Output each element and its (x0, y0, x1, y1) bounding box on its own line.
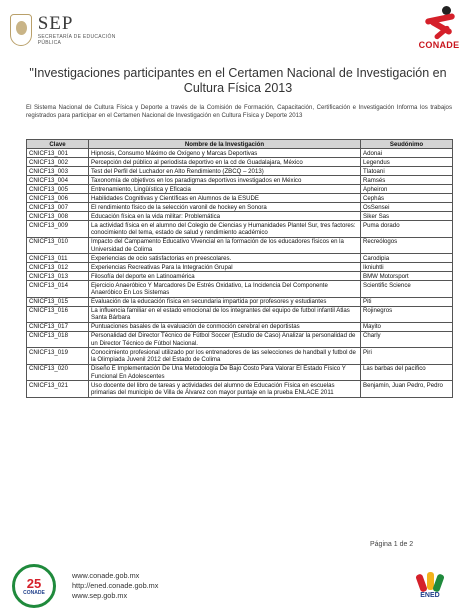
cell-nombre: La actividad física en el alumno del Colegio de Ciencias y Humanidades Plantel Sur, tres factores: conocimiento del tema, estado de salud y rendimiento académico (89, 221, 361, 237)
table-body (27, 149, 453, 397)
cell-seudonimo: BMW Motorsport (361, 272, 453, 281)
conade-athlete-icon (419, 6, 459, 40)
table-row (27, 194, 453, 203)
table-row (27, 323, 453, 332)
cell-seudonimo: Siker Sas (361, 212, 453, 221)
cell-seudonimo: Piri (361, 348, 453, 364)
cell-seudonimo: Cephás (361, 194, 453, 203)
cell-clave: CNICF13_014 (27, 281, 89, 297)
ened-logo (404, 572, 456, 606)
cell-clave: CNICF13_006 (27, 194, 89, 203)
cell-clave: CNICF13_005 (27, 185, 89, 194)
page-footer (0, 558, 474, 613)
cell-seudonimo: Charly (361, 332, 453, 348)
cell-seudonimo: Ramsés (361, 176, 453, 185)
cell-nombre: Educación física en la vida militar: Problemática (89, 212, 361, 221)
table-row (27, 237, 453, 253)
table-row (27, 281, 453, 297)
badge-number: 25 (26, 575, 42, 591)
link-ened[interactable]: http://ened.conade.gob.mx (72, 581, 159, 590)
research-table (26, 139, 453, 398)
table-row (27, 306, 453, 322)
sep-name: SEP (37, 13, 74, 34)
sep-logo (10, 8, 130, 52)
cell-nombre: Evaluación de la educación física en secundaria impartida por profesores y estudiantes (89, 297, 361, 306)
conade-25-logo (12, 564, 56, 608)
header-clave: Clave (27, 140, 89, 149)
cell-nombre: Habilidades Cognitivas y Científicas en Alumnos de la ESUDE (89, 194, 361, 203)
header-nombre: Nombre de la Investigación (89, 140, 361, 149)
cell-seudonimo: Rojinegros (361, 306, 453, 322)
table-row (27, 254, 453, 263)
header-seudonimo: Seudónimo (361, 140, 453, 149)
cell-nombre: Diseño E Implementación De Una Metodología De Bajo Costo Para Valorar El Estado Físico Y Funcional En Adolescentes (89, 364, 361, 380)
badge-word: CONADE (23, 589, 45, 596)
table-row (27, 263, 453, 272)
cell-clave: CNICF13_021 (27, 381, 89, 397)
cell-nombre: Experiencias Recreativas Para la Integración Grupal (89, 263, 361, 272)
table-row (27, 167, 453, 176)
cell-clave: CNICF13_004 (27, 176, 89, 185)
footer-links (72, 571, 158, 601)
page-number: Página 1 de 2 (370, 541, 414, 548)
cell-clave: CNICF13_016 (27, 306, 89, 322)
table-row (27, 272, 453, 281)
cell-clave: CNICF13_007 (27, 203, 89, 212)
table-header-row (27, 140, 453, 149)
cell-clave: CNICF13_010 (27, 237, 89, 253)
cell-seudonimo: Scientific Science (361, 281, 453, 297)
cell-seudonimo: OsSensei (361, 203, 453, 212)
cell-nombre: Filosofía del deporte en Latinoamérica (89, 272, 361, 281)
cell-nombre: Uso docente del libro de tareas y actividades del alumno de Educación Física en escuelas primarias del municipio de Villa de Álvarez con mayor puntaje en la prueba ENLACE 2011 (89, 381, 361, 397)
sep-emblem-icon (10, 14, 32, 46)
cell-clave: CNICF13_011 (27, 254, 89, 263)
ened-name: ENED (420, 592, 440, 599)
cell-nombre: Impacto del Campamento Educativo Vivencial en la formación de los educadores físicos en la Universidad de Colima (89, 237, 361, 253)
cell-clave: CNICF13_020 (27, 364, 89, 380)
ened-mark-icon (415, 572, 445, 592)
table-row (27, 185, 453, 194)
cell-seudonimo: Ikniuhtli (361, 263, 453, 272)
table-row (27, 176, 453, 185)
cell-nombre: Ejercicio Anaeróbico Y Marcadores De Estrés Oxidativo, La Incidencia Del Componente Anaeróbico En Los Sistemas (89, 281, 361, 297)
cell-seudonimo: Puma dorado (361, 221, 453, 237)
table-row (27, 364, 453, 380)
cell-nombre: Test del Perfil del Luchador en Alto Rendimiento (ZBCQ – 2013) (89, 167, 361, 176)
cell-nombre: El rendimiento físico de la selección varonil de hockey en Sonora (89, 203, 361, 212)
table-row (27, 297, 453, 306)
cell-seudonimo: Las barbas del pacífico (361, 364, 453, 380)
cell-seudonimo: Apheiron (361, 185, 453, 194)
cell-clave: CNICF13_019 (27, 348, 89, 364)
intro-paragraph: El Sistema Nacional de Cultura Física y Deporte a través de la Comisión de Formación, Capacitación, Certificación e Investigación Informa los trabajos registrados para participar en el Certamen Nacional de Investigación en Cultura Física y Deporte 2013 (26, 104, 452, 119)
cell-seudonimo: Carodipia (361, 254, 453, 263)
cell-seudonimo: Legendus (361, 158, 453, 167)
cell-nombre: Experiencias de ocio satisfactorias en preescolares. (89, 254, 361, 263)
link-sep[interactable]: www.sep.gob.mx (72, 591, 128, 600)
cell-seudonimo: Recreólogos (361, 237, 453, 253)
cell-clave: CNICF13_001 (27, 149, 89, 158)
table-row (27, 221, 453, 237)
cell-clave: CNICF13_012 (27, 263, 89, 272)
cell-clave: CNICF13_003 (27, 167, 89, 176)
table-row (27, 203, 453, 212)
cell-nombre: La influencia familiar en el estado emocional de los integrantes del equipo de futbol infantil Atlas Santa Bárbara (89, 306, 361, 322)
document-title: "Investigaciones participantes en el Certamen Nacional de Investigación en Cultura Física 2013 (29, 66, 447, 95)
table-row (27, 212, 453, 221)
link-conade[interactable]: www.conade.gob.mx (72, 571, 140, 580)
cell-clave: CNICF13_002 (27, 158, 89, 167)
sep-subtitle: SECRETARÍA DE EDUCACIÓN PÚBLICA (37, 34, 116, 46)
conade-logo (412, 6, 466, 56)
cell-seudonimo: Tlatoani (361, 167, 453, 176)
cell-clave: CNICF13_013 (27, 272, 89, 281)
cell-clave: CNICF13_017 (27, 323, 89, 332)
table-row (27, 332, 453, 348)
cell-nombre: Entrenamiento, Lingüística y Eficacia (89, 185, 361, 194)
cell-seudonimo: Mayito (361, 323, 453, 332)
cell-nombre: Hipnosis, Consumo Máximo de Oxígeno y Marcas Deportivas (89, 149, 361, 158)
table-row (27, 348, 453, 364)
cell-nombre: Personalidad del Director Técnico de Fútbol Soccer (Estudio de Caso) Analizar la personalidad de un Director Técnico de Fútbol Nacional. (89, 332, 361, 348)
cell-nombre: Conocimiento profesional utilizado por los entrenadores de las selecciones de handball y futbol de la Olimpiada Juvenil 2012 del Estado de Colima (89, 348, 361, 364)
cell-clave: CNICF13_018 (27, 332, 89, 348)
cell-clave: CNICF13_009 (27, 221, 89, 237)
cell-seudonimo: Adonai (361, 149, 453, 158)
table-row (27, 158, 453, 167)
cell-seudonimo: Piti (361, 297, 453, 306)
table-row (27, 149, 453, 158)
cell-nombre: Percepción del público al periodista deportivo en la cd de Guadalajara, México (89, 158, 361, 167)
cell-nombre: Puntuaciones basales de la evaluación de conmoción cerebral en deportistas (89, 323, 361, 332)
cell-clave: CNICF13_008 (27, 212, 89, 221)
cell-clave: CNICF13_015 (27, 297, 89, 306)
cell-nombre: Taxonomía de objetivos en los paradigmas deportivos investigados en México (89, 176, 361, 185)
conade-name: CONADE (418, 40, 460, 50)
cell-seudonimo: Benjamín, Juan Pedro, Pedro (361, 381, 453, 397)
table-row (27, 381, 453, 397)
page-header (0, 0, 474, 60)
